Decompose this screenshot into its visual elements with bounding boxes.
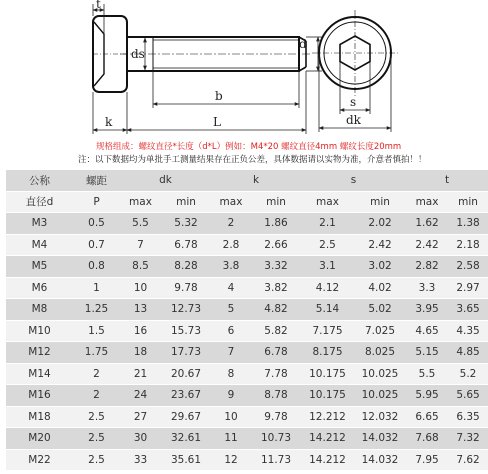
value-cell: 6 — [211, 320, 251, 342]
value-cell: 9.78 — [251, 406, 301, 428]
value-cell: 5.32 — [161, 213, 211, 235]
subheader-cell: min — [448, 191, 488, 213]
value-cell: 16 — [120, 320, 161, 342]
table-row — [6, 406, 488, 428]
header-nominal: 公称 — [6, 170, 73, 191]
head-inner-circle — [324, 22, 386, 84]
label-ds: ds — [131, 47, 145, 61]
size-cell: M4 — [6, 234, 73, 256]
size-cell: M8 — [6, 299, 73, 321]
value-cell: 6.78 — [251, 342, 301, 364]
header-dk: dk — [120, 170, 211, 191]
value-cell: 14.212 — [301, 449, 354, 471]
value-cell: 2.5 — [73, 428, 120, 450]
value-cell: 8 — [211, 363, 251, 385]
value-cell: 7 — [211, 342, 251, 364]
value-cell: 2 — [211, 213, 251, 235]
value-cell: 4.12 — [301, 277, 354, 299]
value-cell: 1.25 — [73, 299, 120, 321]
value-cell: 2.1 — [301, 213, 354, 235]
label-d: d — [299, 37, 307, 51]
size-cell: M22 — [6, 449, 73, 471]
value-cell: 3.82 — [251, 277, 301, 299]
subheader-cell: 直径d — [6, 191, 73, 213]
size-cell: M3 — [6, 213, 73, 235]
value-cell: 10.175 — [301, 363, 354, 385]
label-t: t — [96, 0, 101, 11]
value-cell: 2.18 — [448, 234, 488, 256]
value-cell: 4.02 — [354, 277, 406, 299]
subheader-cell: min — [161, 191, 211, 213]
value-cell: 5.02 — [354, 299, 406, 321]
value-cell: 5.5 — [120, 213, 161, 235]
table-row — [6, 428, 488, 450]
spec-format-note: 规格组成：螺纹直径*长度（d*L）例如：M4*20 螺纹直径4mm 螺纹长度20mm — [96, 142, 402, 152]
table-row — [6, 320, 488, 342]
header-row-2 — [6, 191, 488, 213]
value-cell: 2.5 — [73, 406, 120, 428]
value-cell: 12.73 — [161, 299, 211, 321]
value-cell: 1.38 — [448, 213, 488, 235]
label-L: L — [213, 115, 221, 129]
value-cell: 35.61 — [161, 449, 211, 471]
value-cell: 1.5 — [73, 320, 120, 342]
subheader-cell: P — [73, 191, 120, 213]
value-cell: 12 — [211, 449, 251, 471]
size-cell: M14 — [6, 363, 73, 385]
size-cell: M6 — [6, 277, 73, 299]
value-cell: 4.65 — [406, 320, 448, 342]
table-row — [6, 363, 488, 385]
value-cell: 12.212 — [301, 406, 354, 428]
technical-drawing-svg — [0, 0, 474, 140]
header-row-1 — [6, 170, 488, 191]
subheader-cell: max — [406, 191, 448, 213]
subheader-cell: min — [354, 191, 406, 213]
value-cell: 8.28 — [161, 256, 211, 278]
value-cell: 29.67 — [161, 406, 211, 428]
value-cell: 0.8 — [73, 256, 120, 278]
value-cell: 3.1 — [301, 256, 354, 278]
label-dk: dk — [346, 113, 361, 127]
value-cell: 11 — [211, 428, 251, 450]
value-cell: 13 — [120, 299, 161, 321]
value-cell: 32.61 — [161, 428, 211, 450]
value-cell: 8.025 — [354, 342, 406, 364]
size-cell: M10 — [6, 320, 73, 342]
value-cell: 7.68 — [406, 428, 448, 450]
value-cell: 10.175 — [301, 385, 354, 407]
value-cell: 6.78 — [161, 234, 211, 256]
table-row — [6, 234, 488, 256]
value-cell: 7.32 — [448, 428, 488, 450]
value-cell: 10.025 — [354, 363, 406, 385]
table-row — [6, 213, 488, 235]
value-cell: 2.58 — [448, 256, 488, 278]
value-cell: 5.65 — [448, 385, 488, 407]
value-cell: 20.67 — [161, 363, 211, 385]
value-cell: 14.032 — [354, 428, 406, 450]
header-pitch: 螺距 — [73, 170, 120, 191]
value-cell: 2 — [73, 385, 120, 407]
value-cell: 1 — [73, 277, 120, 299]
value-cell: 4.35 — [448, 320, 488, 342]
label-k: k — [105, 115, 113, 129]
value-cell: 10 — [120, 277, 161, 299]
value-cell: 7 — [120, 234, 161, 256]
value-cell: 8.5 — [120, 256, 161, 278]
value-cell: 2.82 — [406, 256, 448, 278]
value-cell: 2.42 — [406, 234, 448, 256]
value-cell: 21 — [120, 363, 161, 385]
subheader-cell: max — [301, 191, 354, 213]
value-cell: 2.97 — [448, 277, 488, 299]
value-cell: 0.5 — [73, 213, 120, 235]
value-cell: 1.62 — [406, 213, 448, 235]
value-cell: 10.73 — [251, 428, 301, 450]
value-cell: 5 — [211, 299, 251, 321]
notes-section — [0, 140, 474, 168]
value-cell: 2.5 — [301, 234, 354, 256]
value-cell: 7.175 — [301, 320, 354, 342]
value-cell: 6.35 — [448, 406, 488, 428]
value-cell: 9 — [211, 385, 251, 407]
table-row — [6, 256, 488, 278]
value-cell: 2.02 — [354, 213, 406, 235]
value-cell: 10 — [211, 406, 251, 428]
hex-socket — [340, 36, 370, 70]
size-cell: M18 — [6, 406, 73, 428]
value-cell: 14.032 — [354, 449, 406, 471]
chamfer-bottom — [299, 67, 306, 71]
value-cell: 24 — [120, 385, 161, 407]
value-cell: 3.8 — [211, 256, 251, 278]
value-cell: 7.78 — [251, 363, 301, 385]
value-cell: 1.75 — [73, 342, 120, 364]
size-cell: M16 — [6, 385, 73, 407]
value-cell: 5.2 — [448, 363, 488, 385]
value-cell: 15.73 — [161, 320, 211, 342]
value-cell: 27 — [120, 406, 161, 428]
value-cell: 14.212 — [301, 428, 354, 450]
value-cell: 2 — [73, 363, 120, 385]
table-row — [6, 342, 488, 364]
value-cell: 5.14 — [301, 299, 354, 321]
value-cell: 4.82 — [251, 299, 301, 321]
value-cell: 8.175 — [301, 342, 354, 364]
subheader-cell: max — [211, 191, 251, 213]
header-s: s — [301, 170, 406, 191]
value-cell: 17.73 — [161, 342, 211, 364]
value-cell: 33 — [120, 449, 161, 471]
value-cell: 4 — [211, 277, 251, 299]
value-cell: 2.42 — [354, 234, 406, 256]
table-row — [6, 449, 488, 471]
table-row — [6, 385, 488, 407]
value-cell: 5.95 — [406, 385, 448, 407]
bolt-side-view — [93, 16, 312, 92]
spec-table-body — [6, 213, 488, 471]
value-cell: 3.95 — [406, 299, 448, 321]
value-cell: 2.66 — [251, 234, 301, 256]
value-cell: 5.15 — [406, 342, 448, 364]
value-cell: 6.65 — [406, 406, 448, 428]
value-cell: 1.86 — [251, 213, 301, 235]
value-cell: 5.5 — [406, 363, 448, 385]
value-cell: 30 — [120, 428, 161, 450]
spec-table — [6, 170, 488, 471]
value-cell: 5.82 — [251, 320, 301, 342]
table-row — [6, 277, 488, 299]
header-k: k — [211, 170, 301, 191]
value-cell: 2.5 — [73, 449, 120, 471]
table-row — [6, 299, 488, 321]
value-cell: 18 — [120, 342, 161, 364]
value-cell: 4.85 — [448, 342, 488, 364]
header-t: t — [406, 170, 488, 191]
value-cell: 3.65 — [448, 299, 488, 321]
value-cell: 7.95 — [406, 449, 448, 471]
size-cell: M12 — [6, 342, 73, 364]
value-cell: 3.32 — [251, 256, 301, 278]
value-cell: 10.025 — [354, 385, 406, 407]
bolt-drawing — [0, 0, 474, 140]
measurement-disclaimer: 注：以下数据均为单批手工测量结果存在正负公差，具体数据请以实物为准，介意者慎拍！！ — [78, 155, 427, 165]
size-cell: M5 — [6, 256, 73, 278]
value-cell: 12.032 — [354, 406, 406, 428]
value-cell: 7.025 — [354, 320, 406, 342]
value-cell: 8.78 — [251, 385, 301, 407]
value-cell: 2.8 — [211, 234, 251, 256]
value-cell: 3.02 — [354, 256, 406, 278]
value-cell: 0.7 — [73, 234, 120, 256]
value-cell: 3.3 — [406, 277, 448, 299]
subheader-cell: max — [120, 191, 161, 213]
size-cell: M20 — [6, 428, 73, 450]
bolt-end-view — [312, 10, 398, 96]
value-cell: 23.67 — [161, 385, 211, 407]
subheader-cell: min — [251, 191, 301, 213]
label-s: s — [350, 95, 357, 109]
value-cell: 7.62 — [448, 449, 488, 471]
label-b: b — [215, 89, 223, 103]
value-cell: 11.73 — [251, 449, 301, 471]
value-cell: 9.78 — [161, 277, 211, 299]
